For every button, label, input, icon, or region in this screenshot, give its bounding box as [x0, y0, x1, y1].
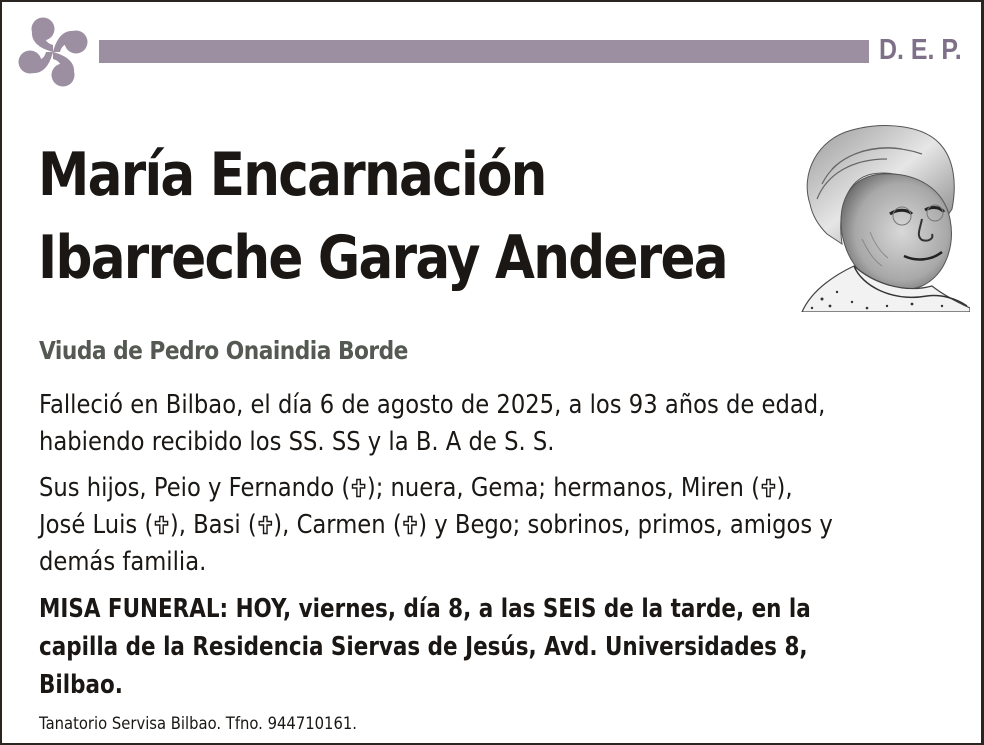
death-notice	[39, 387, 825, 461]
family-text: José Luis (	[39, 510, 154, 540]
name-line-2: Ibarreche Garay Anderea	[38, 223, 727, 293]
death-notice-line-2: habiendo recibido los SS. SS y la B. A de S. S.	[39, 427, 555, 457]
funeral-line-1: MISA FUNERAL: HOY, viernes, día 8, a las SEIS de la tarde, en la	[39, 594, 811, 624]
family-text: Sus hijos, Peio y Fernando (	[39, 473, 351, 503]
family-text: ) y Bego; sobrinos, primos, amigos y	[418, 510, 833, 540]
funeral-mass	[39, 590, 811, 704]
family-text: ), Carmen (	[273, 510, 402, 540]
cross-icon	[351, 478, 366, 498]
name-line-1: María Encarnación	[38, 140, 546, 210]
funeral-line-2: capilla de la Residencia Siervas de Jesús, Avd. Universidades 8,	[39, 632, 808, 662]
cross-icon	[258, 515, 273, 535]
dep-label: D. E. P.	[879, 34, 962, 66]
cross-icon	[403, 515, 418, 535]
family-line-2	[39, 507, 833, 544]
header-bar	[99, 40, 869, 63]
family-line-1	[39, 470, 833, 507]
family-line-3: demás familia.	[39, 547, 207, 577]
deceased-name	[38, 134, 727, 300]
death-notice-line-1: Falleció en Bilbao, el día 6 de agosto de 2025, a los 93 años de edad,	[39, 390, 826, 420]
family-text: ),	[776, 473, 793, 503]
family-list	[39, 470, 833, 581]
portrait-photo	[792, 114, 970, 312]
funeral-line-3: Bilbao.	[39, 670, 123, 700]
cross-icon	[761, 478, 776, 498]
cross-icon	[154, 515, 169, 535]
lauburu-icon	[16, 15, 90, 89]
family-text: ), Basi (	[169, 510, 257, 540]
relation-line: Viuda de Pedro Onaindia Borde	[39, 336, 408, 365]
funeral-home-contact: Tanatorio Servisa Bilbao. Tfno. 944710161.	[39, 714, 357, 734]
family-text: ); nuera, Gema; hermanos, Miren (	[366, 473, 760, 503]
